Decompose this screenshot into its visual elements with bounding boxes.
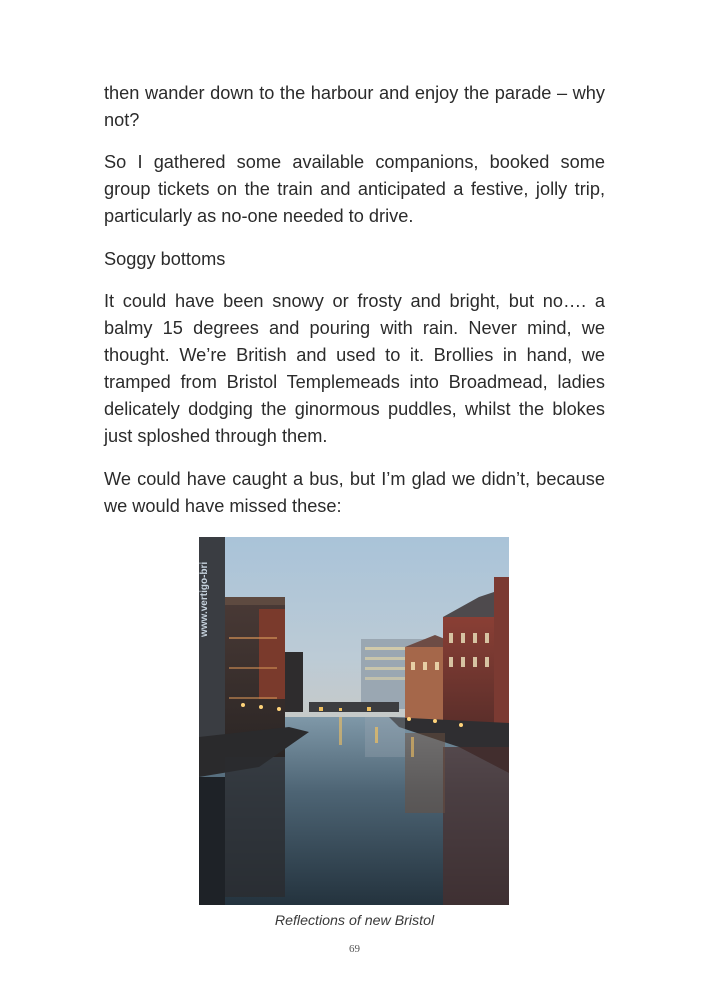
paragraph-harbour: then wander down to the harbour and enjoy the parade – why not? bbox=[104, 83, 605, 130]
section-heading-soggy-bottoms: Soggy bottoms bbox=[104, 249, 226, 269]
paragraph-companions: So I gathered some available companions, booked some group tickets on the train and anticipated a festive, jolly trip, particularly as no-one needed to drive. bbox=[104, 152, 605, 226]
paragraph-rain: It could have been snowy or frosty and bright, but no…. a balmy 15 degrees and pouring with rain. Never mind, we thought. We’re British and used to it. Brollies in hand, we tramped from Bristol Templemeads into Broadmead, ladies delicately dodging the ginormous puddles, whilst the blokes just sploshed through them. bbox=[104, 291, 605, 446]
paragraph-bus: We could have caught a bus, but I’m glad we didn’t, because we would have missed these: bbox=[104, 469, 605, 516]
figure-caption: Reflections of new Bristol bbox=[274, 913, 435, 929]
canal-photo bbox=[199, 537, 509, 905]
photo-watermark bbox=[199, 541, 211, 637]
page-number: 69 bbox=[349, 943, 360, 955]
photo-watermark-text: www.vertigo-bri bbox=[199, 561, 210, 637]
